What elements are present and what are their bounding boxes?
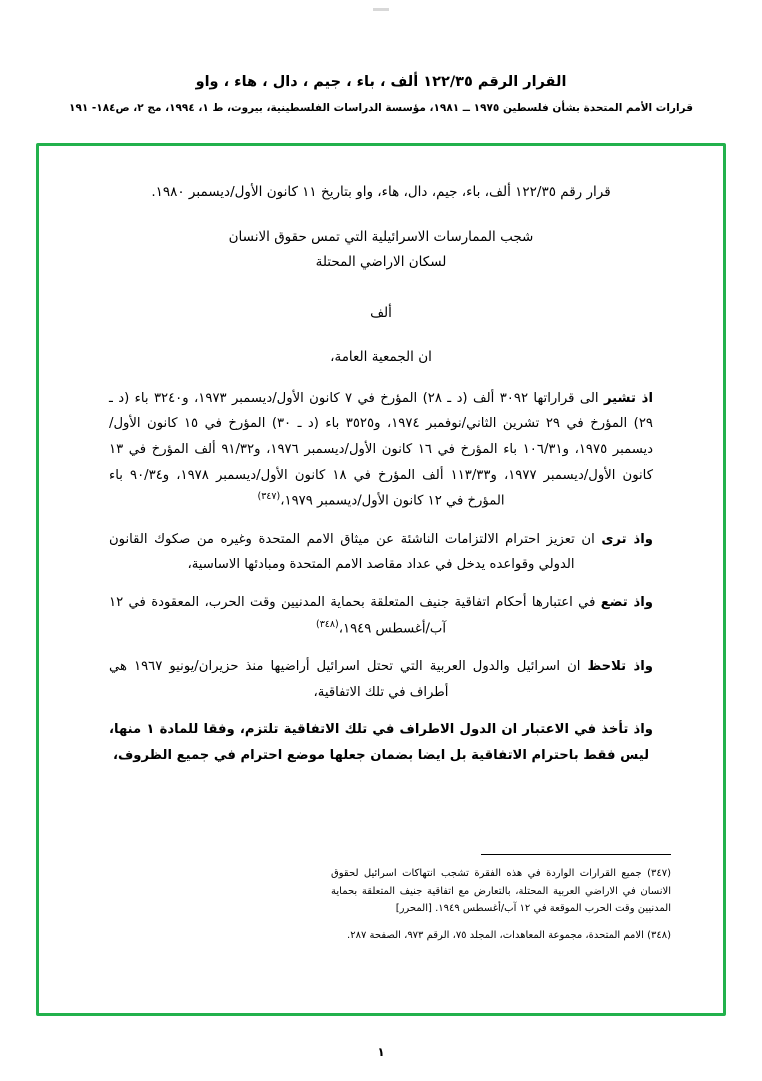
paragraph-text: ان الدول الاطراف في تلك الاتفاقية تلتزم، وفقا للمادة ١ منها، ليس فقط باحترام الاتفاقية بل ايضا بضمان جعلها موضع احترام في جميع الظروف، <box>109 722 650 764</box>
resolution-paragraph <box>109 386 653 515</box>
paragraph-footnote-ref: (٣٤٨) <box>315 618 339 630</box>
paragraph-text: في اعتبارها أحكام اتفاقية جنيف المتعلقة بحماية المدنيين وقت الحرب، المعقودة في ١٢ آب/أغسطس ١٩٤٩، <box>109 595 601 637</box>
resolution-paragraph <box>109 590 653 642</box>
paragraph-lead: واذ تلاحظ <box>587 658 653 674</box>
resolution-section-letter: ألف <box>370 304 392 321</box>
paragraph-lead: اذ تشير <box>603 390 653 406</box>
footnote-item <box>331 865 671 918</box>
resolution-heading: قرار رقم ١٢٢/٣٥ ألف، باء، جيم، دال، هاء، واو بتاريخ ١١ كانون الأول/ديسمبر ١٩٨٠. <box>151 184 611 200</box>
page-number: ١ <box>377 1045 385 1059</box>
paragraph-text: الى قراراتها ٣٠٩٢ ألف (د ـ ٢٨) المؤرخ في ٧ كانون الأول/ديسمبر ١٩٧٣، و٣٢٤٠ باء (د ـ ٢٩) المؤرخ في ٢٩ تشرين الثاني/نوفمبر ١٩٧٤، و٣٥٢٥ باء (د ـ ٣٠) المؤرخ في ١٥ كانون الأول/ديسمبر ١٩٧٥، و١٠٦/٣١ باء المؤرخ في ١٦ كانون الأول/ديسمبر ١٩٧٦، و٩١/٣٢ ألف المؤرخ في ١٣ كانون الأول/ديسمبر ١٩٧٧، و١١٣/٣٣ ألف المؤرخ في ١٨ كانون الأول/ديسمبر ١٩٧٨، و٩٠/٣٤ باء المؤرخ في ١٢ كانون الأول/ديسمبر ١٩٧٩، <box>109 390 654 509</box>
page-top-mark <box>373 8 389 11</box>
resolution-paragraph <box>109 527 653 578</box>
resolution-paragraph <box>109 654 653 705</box>
paragraph-text: ان تعزيز احترام الالتزامات الناشئة عن ميثاق الامم المتحدة وغيره من صكوك القانون الدولي وقواعده يدخل في عداد مقاصد الامم المتحدة ومبادئها الاساسية، <box>109 531 602 573</box>
paragraph-footnote-ref: (٣٤٧) <box>257 491 281 503</box>
paragraph-lead: واذ ترى <box>601 531 654 547</box>
resolution-subject <box>91 225 671 275</box>
footnote-text: الامم المتحدة، مجموعة المعاهدات، المجلد ٧٥، الرقم ٩٧٣، الصفحة ٢٨٧. <box>347 929 648 941</box>
footnotes-block <box>331 854 671 953</box>
footnote-number: (٣٤٨) <box>647 929 671 941</box>
footnote-item <box>331 927 671 945</box>
resolution-subject-line-1: شجب الممارسات الاسرائيلية التي تمس حقوق الانسان <box>228 228 534 245</box>
paragraph-lead: واذ تضع <box>600 595 653 611</box>
document-title: القرار الرقم ١٢٢/٣٥ ألف ، باء ، جيم ، دال ، هاء ، واو <box>195 74 567 90</box>
paragraph-text: ان اسرائيل والدول العربية التي تحتل اسرائيل أراضيها منذ حزيران/يونيو ١٩٦٧ هي أطراف في تلك الاتفاقية، <box>109 658 588 700</box>
resolution-paragraph <box>109 717 653 768</box>
footnote-text: جميع القرارات الواردة في هذه الفقرة تشجب انتهاكات اسرائيل لحقوق الانسان في الاراضي العربية المحتلة، بالتعارض مع اتفاقية جنيف المتعلقة بحماية المدنيين وقت الحرب الموقعة في ١٢ آب/أغسطس ١٩٤٩. [المحرر] <box>331 868 671 914</box>
resolution-subject-line-2: لسكان الاراضي المحتلة <box>315 253 447 270</box>
content-frame <box>36 143 726 1016</box>
resolution-organ: ان الجمعية العامة، <box>330 349 432 366</box>
document-source-citation: قرارات الأمم المتحدة بشأن فلسطين ١٩٧٥ ــ ١٩٨١، مؤسسة الدراسات الفلسطينية، بيروت، ط ١، ١٩٩٤، مج ٢، ص١٨٤- ١٩١ <box>69 101 693 114</box>
footnote-number: (٣٤٧) <box>647 868 671 879</box>
footnote-separator <box>481 854 671 855</box>
paragraph-lead: واذ تأخذ في الاعتبار <box>522 722 653 738</box>
document-header <box>0 72 762 117</box>
